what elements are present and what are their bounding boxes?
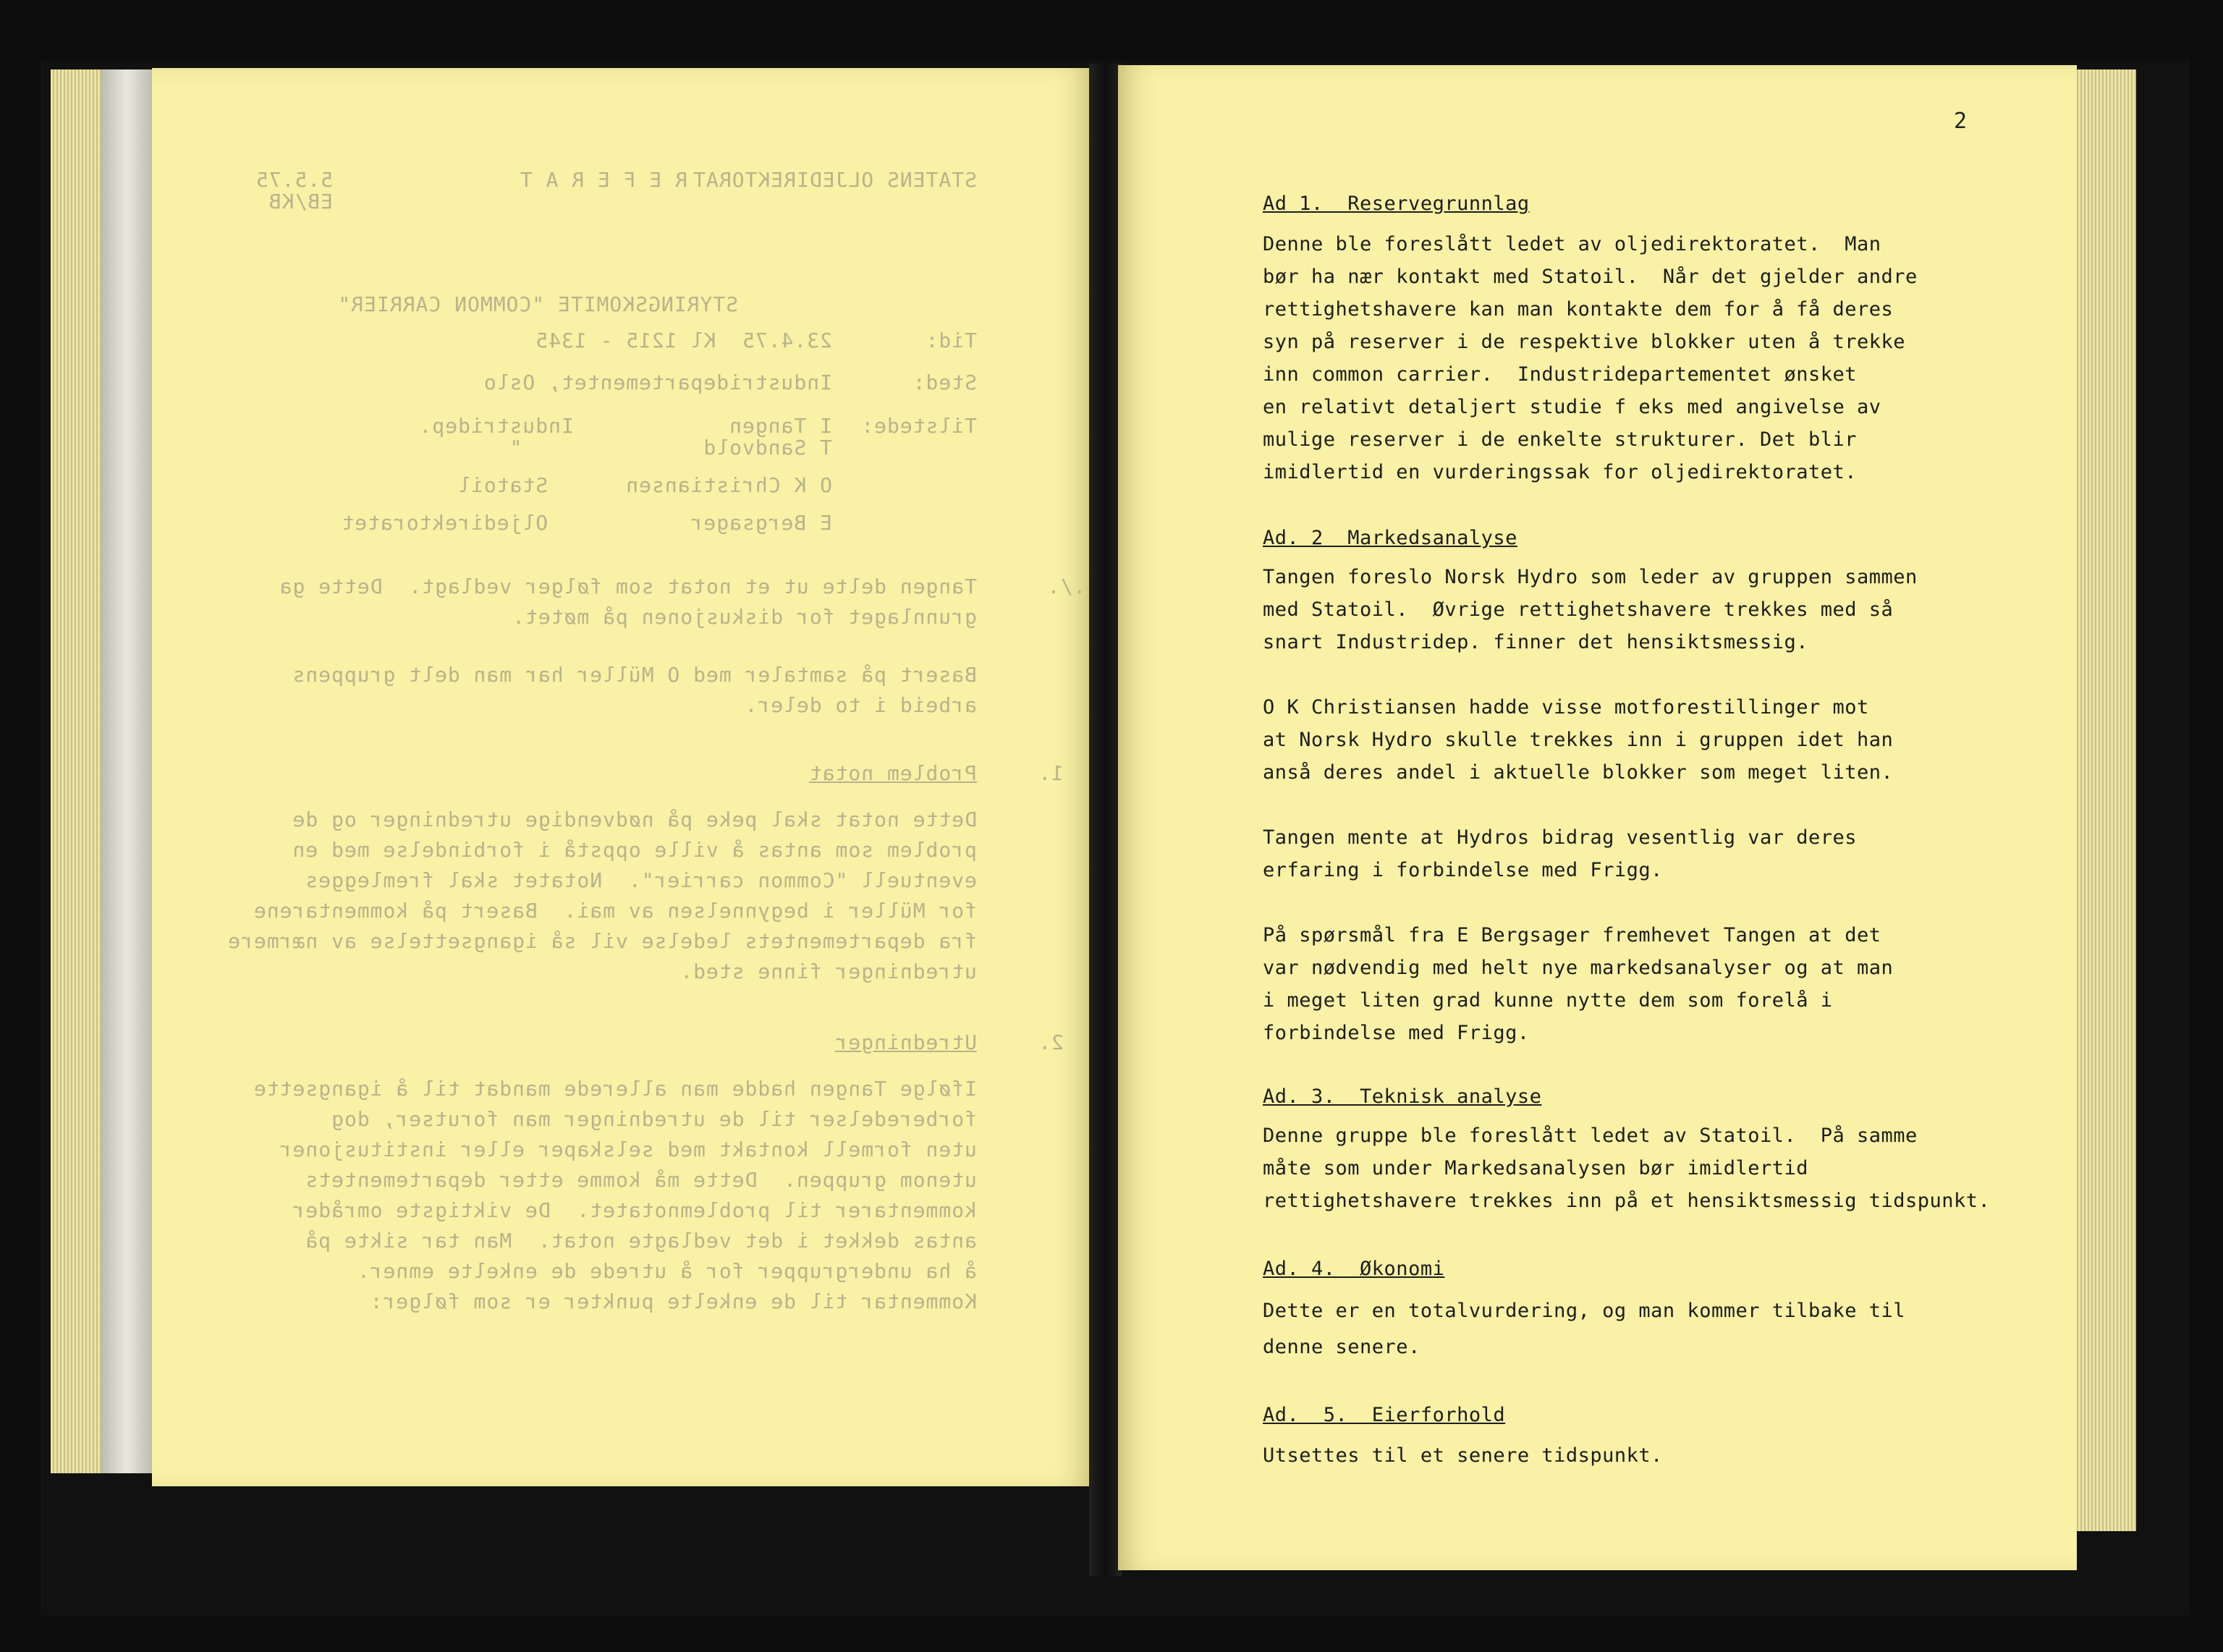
body-line: med Statoil. Øvrige rettighetshavere trekkes med så — [1263, 598, 1894, 621]
subject-line: STYRINGSKOMITE "COMMON CARRIER" — [337, 292, 738, 316]
body-line: snart Industridep. finner det hensiktsmessig. — [1263, 631, 1808, 653]
section-number: 2. — [1038, 1030, 1064, 1054]
section-heading: Ad. 5. Eierforhold — [1263, 1404, 1506, 1426]
para-line: Basert på samtaler med O Müller har man delt gruppens — [292, 663, 977, 687]
body-line: antas dekket i det vedlagte notat. Man tar sikte på — [305, 1229, 977, 1253]
para-line: arbeid i to deler. — [744, 693, 977, 717]
para-line: grunnlaget for diskusjonen på møtet. — [512, 605, 977, 629]
body-line: Ifølge Tangen hadde man allerede mandat til å igangsette — [253, 1077, 977, 1101]
body-line: inn common carrier. Industridepartementet ønsket — [1263, 363, 1858, 386]
field-value: Industridepartementet, Oslo — [483, 370, 832, 394]
body-line: denne senere. — [1263, 1336, 1420, 1358]
book-spine-gutter — [1089, 64, 1122, 1576]
body-line: problem som antas å ville oppstå i forbindelse med en — [292, 838, 977, 862]
field-label: Sted: — [912, 370, 977, 394]
section-title: Problem notat — [808, 761, 977, 785]
section-heading: Ad. 4. Økonomi — [1263, 1258, 1445, 1280]
body-line: O K Christiansen hadde visse motforestillinger mot — [1263, 696, 1869, 719]
left-page — [152, 68, 1093, 1486]
body-line: Utsettes til et senere tidspunkt. — [1263, 1444, 1663, 1467]
header-title: R E F E R A T — [519, 168, 687, 192]
body-line: uten formell kontakt med selskaper eller institusjoner — [279, 1138, 977, 1161]
left-binding-strip — [101, 69, 152, 1473]
field-label: Tilstede: — [860, 414, 977, 438]
body-line: for Müller i begynnelsen av mai. Basert på kommentarene — [253, 899, 977, 923]
body-line: i meget liten grad kunne nytte dem som forelå i — [1263, 989, 1833, 1012]
body-line: erfaring i forbindelse med Frigg. — [1263, 859, 1663, 881]
body-line: bør ha nær kontakt med Statoil. Når det gjelder andre — [1263, 266, 1918, 288]
right-page — [1118, 65, 2077, 1570]
section-title: Utredninger — [834, 1030, 977, 1054]
attendee: T Sandvold " — [509, 436, 832, 459]
section-heading: Ad 1. Reservegrunnlag — [1263, 192, 1530, 215]
attendee: E Bergsager Oljedirektoratet — [341, 511, 832, 535]
body-line: mulige reserver i de enkelte strukturer. Det blir — [1263, 428, 1858, 451]
body-line: anså deres andel i aktuelle blokker som meget liten. — [1263, 761, 1894, 784]
body-line: På spørsmål fra E Bergsager fremhevet Tangen at det — [1263, 924, 1881, 946]
body-line: Tangen foreslo Norsk Hydro som leder av gruppen sammen — [1263, 566, 1918, 588]
body-line: rettighetshavere trekkes inn på et hensiktsmessig tidspunkt. — [1263, 1190, 1991, 1212]
header-ref: EB/KB — [268, 190, 333, 213]
para-line: Tangen delte ut et notat som følger vedlagt. Dette ga — [279, 575, 977, 598]
body-line: en relativt detaljert studie f eks med angivelse av — [1263, 396, 1881, 418]
section-number: 1. — [1038, 761, 1064, 785]
body-line: utredninger finne sted. — [679, 960, 977, 983]
body-line: å ha undergrupper for å utrede de enkelte emner. — [356, 1259, 977, 1283]
body-line: var nødvendig med helt nye markedsanalyser og at man — [1263, 957, 1894, 979]
body-line: Denne ble foreslått ledet av oljedirektoratet. Man — [1263, 233, 1881, 255]
section-heading: Ad. 2 Markedsanalyse — [1263, 527, 1517, 549]
body-line: måte som under Markedsanalysen bør imidlertid — [1263, 1157, 1808, 1179]
field-value: I Tangen Industridep. — [418, 414, 832, 438]
body-line: rettighetshavere kan man kontakte dem for å få deres — [1263, 298, 1894, 321]
body-line: utenom gruppen. Dette må komme etter departementets — [305, 1168, 977, 1192]
body-line: forberedelser til de utredninger man forutser, dog — [331, 1107, 977, 1131]
field-label: Tid: — [925, 329, 977, 352]
section-heading: Ad. 3. Teknisk analyse — [1263, 1085, 1542, 1108]
header-date: 5.5.75 — [255, 168, 333, 192]
body-line: forbindelse med Frigg. — [1263, 1022, 1530, 1044]
left-page-mirrored-text — [152, 68, 1093, 1486]
body-line: at Norsk Hydro skulle trekkes inn i gruppen idet han — [1263, 729, 1894, 751]
body-line: Kommentar til de enkelte punkter er som følger: — [369, 1289, 977, 1313]
body-line: Dette notat skal peke på nødvendige utredninger og de — [292, 808, 977, 831]
body-line: fra departementets ledelse vil så igangsettelse av nærmere — [227, 929, 977, 953]
page-number: 2 — [1954, 109, 1968, 134]
body-line: Dette er en totalvurdering, og man kommer tilbake til — [1263, 1300, 1906, 1322]
body-line: eventuell "Common carrier". Notatet skal fremlegges — [305, 868, 977, 892]
body-line: imidlertid en vurderingssak for oljedirektoratet. — [1263, 461, 1858, 483]
body-line: syn på reserver i de respektive blokker uten å trekke — [1263, 331, 1906, 353]
header-org: STATENS OLJEDIREKTORAT — [693, 168, 977, 192]
body-line: kommentarer til problemnotatet. De viktigste områder — [292, 1198, 977, 1222]
body-line: Tangen mente at Hydros bidrag vesentlig var deres — [1263, 826, 1858, 849]
note-mark: ./. — [1046, 575, 1085, 598]
body-line: Denne gruppe ble foreslått ledet av Statoil. På samme — [1263, 1124, 1918, 1147]
field-value: 23.4.75 Kl 1215 - 1345 — [535, 329, 832, 352]
attendee: O K Christiansen Statoil — [457, 473, 832, 497]
